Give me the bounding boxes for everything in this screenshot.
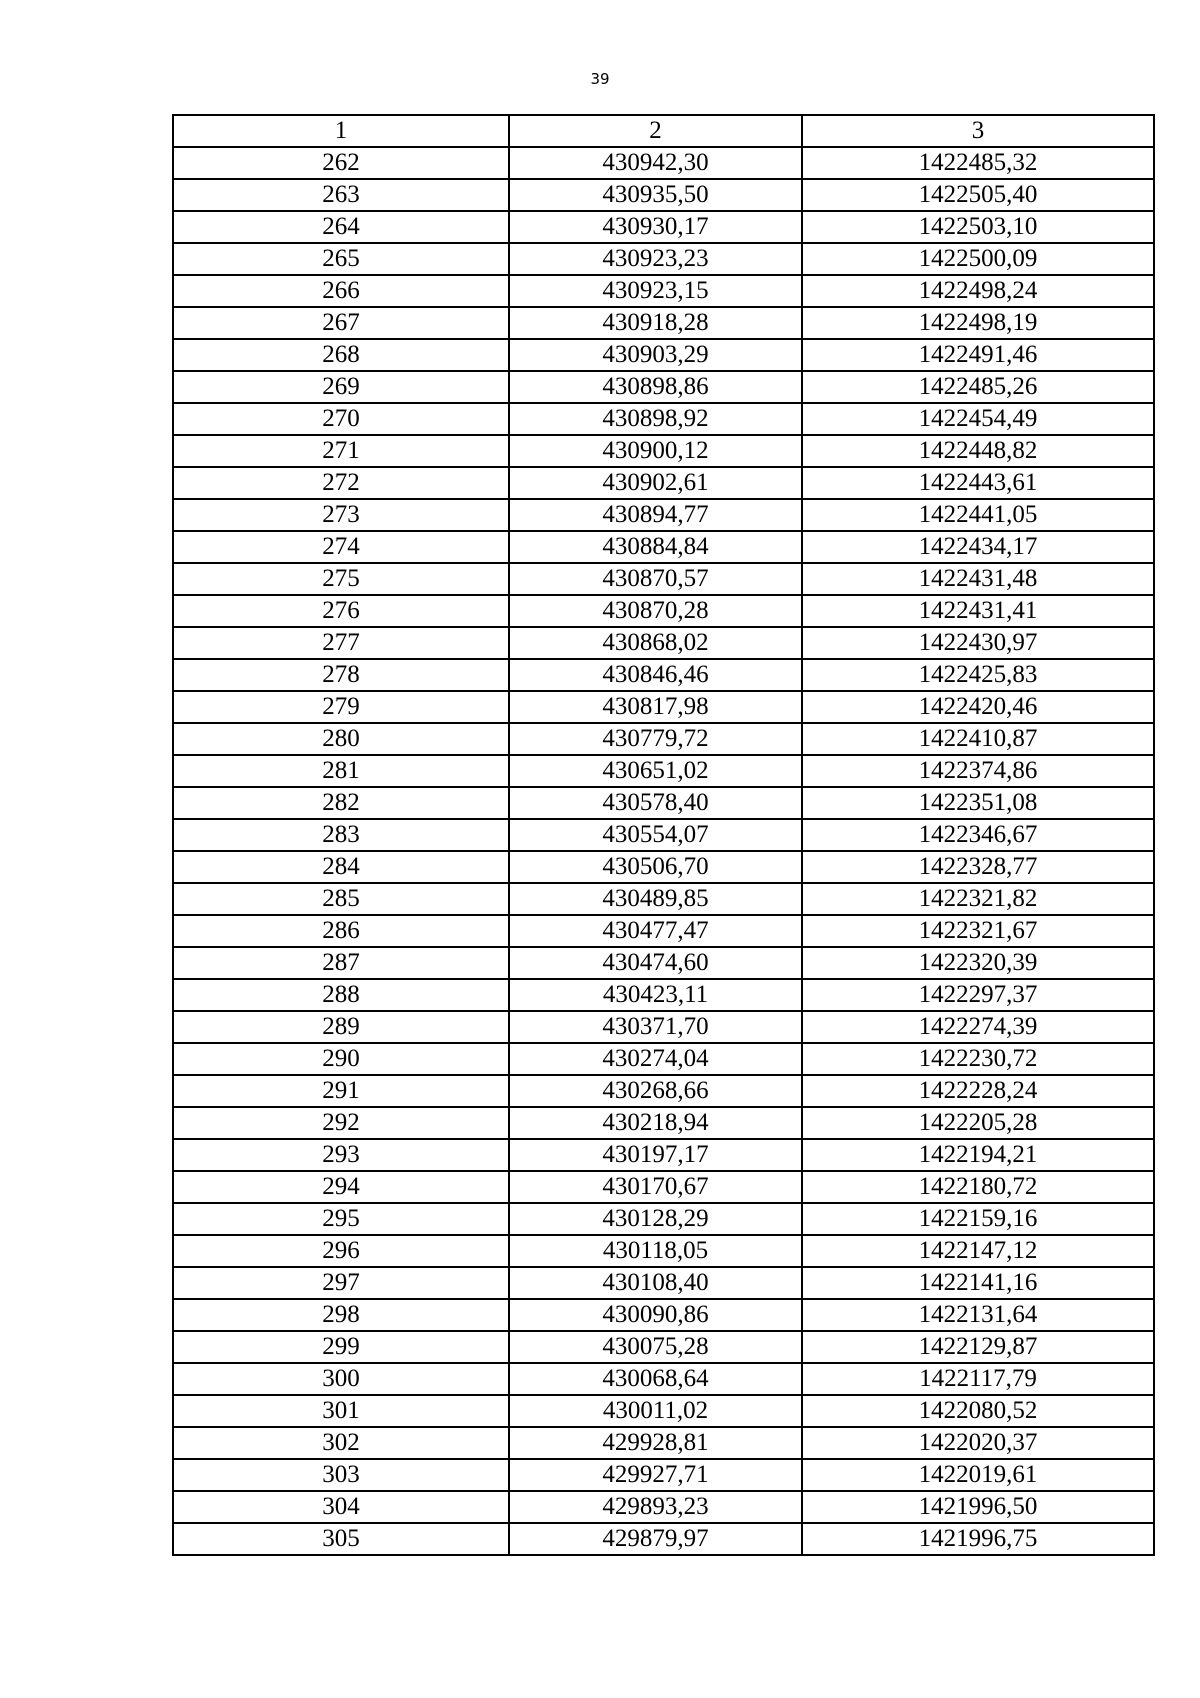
column-header: 1 xyxy=(173,115,509,147)
table-row xyxy=(173,1363,1154,1395)
table-row xyxy=(173,851,1154,883)
table-cell: 430477,47 xyxy=(509,915,802,947)
table-cell: 430868,02 xyxy=(509,627,802,659)
table-row xyxy=(173,1043,1154,1075)
table-body xyxy=(173,147,1154,1555)
table-cell: 430578,40 xyxy=(509,787,802,819)
table-cell: 1422443,61 xyxy=(802,467,1154,499)
table-row xyxy=(173,947,1154,979)
table-cell: 430651,02 xyxy=(509,755,802,787)
table-row xyxy=(173,179,1154,211)
table-row xyxy=(173,915,1154,947)
table-cell: 1422141,16 xyxy=(802,1267,1154,1299)
table-cell: 430918,28 xyxy=(509,307,802,339)
table-cell: 429893,23 xyxy=(509,1491,802,1523)
table-cell: 430506,70 xyxy=(509,851,802,883)
table-cell: 1422500,09 xyxy=(802,243,1154,275)
table-row xyxy=(173,691,1154,723)
table-cell: 430902,61 xyxy=(509,467,802,499)
table-cell: 1422129,87 xyxy=(802,1331,1154,1363)
table-cell: 274 xyxy=(173,531,509,563)
table-cell: 1422431,41 xyxy=(802,595,1154,627)
table-cell: 430900,12 xyxy=(509,435,802,467)
table-cell: 1422374,86 xyxy=(802,755,1154,787)
table-row xyxy=(173,499,1154,531)
table-cell: 1422431,48 xyxy=(802,563,1154,595)
table-cell: 288 xyxy=(173,979,509,1011)
table-cell: 1422351,08 xyxy=(802,787,1154,819)
table-row xyxy=(173,243,1154,275)
table-cell: 430870,57 xyxy=(509,563,802,595)
table-row xyxy=(173,1235,1154,1267)
table-cell: 282 xyxy=(173,787,509,819)
table-cell: 430268,66 xyxy=(509,1075,802,1107)
table-cell: 267 xyxy=(173,307,509,339)
table-row xyxy=(173,787,1154,819)
table-cell: 295 xyxy=(173,1203,509,1235)
table-cell: 429879,97 xyxy=(509,1523,802,1555)
table-header-row xyxy=(173,115,1154,147)
table-cell: 430884,84 xyxy=(509,531,802,563)
table-cell: 1422205,28 xyxy=(802,1107,1154,1139)
table-cell: 429927,71 xyxy=(509,1459,802,1491)
table-cell: 1421996,75 xyxy=(802,1523,1154,1555)
column-header: 2 xyxy=(509,115,802,147)
table-cell: 1422430,97 xyxy=(802,627,1154,659)
table-cell: 1422230,72 xyxy=(802,1043,1154,1075)
table-cell: 291 xyxy=(173,1075,509,1107)
table-cell: 430923,23 xyxy=(509,243,802,275)
table-cell: 303 xyxy=(173,1459,509,1491)
table-cell: 283 xyxy=(173,819,509,851)
table-cell: 430075,28 xyxy=(509,1331,802,1363)
table-cell: 430423,11 xyxy=(509,979,802,1011)
table-cell: 270 xyxy=(173,403,509,435)
column-header: 3 xyxy=(802,115,1154,147)
table-cell: 1422346,67 xyxy=(802,819,1154,851)
table-row xyxy=(173,1011,1154,1043)
table-cell: 1422321,67 xyxy=(802,915,1154,947)
table-cell: 284 xyxy=(173,851,509,883)
table-row xyxy=(173,1523,1154,1555)
table-cell: 285 xyxy=(173,883,509,915)
table-cell: 287 xyxy=(173,947,509,979)
table-row xyxy=(173,211,1154,243)
table-cell: 1422147,12 xyxy=(802,1235,1154,1267)
table-cell: 300 xyxy=(173,1363,509,1395)
table-row xyxy=(173,1331,1154,1363)
coordinates-table xyxy=(172,114,1155,1556)
table-cell: 1422503,10 xyxy=(802,211,1154,243)
table-cell: 276 xyxy=(173,595,509,627)
table-cell: 1422320,39 xyxy=(802,947,1154,979)
table-cell: 429928,81 xyxy=(509,1427,802,1459)
table-cell: 278 xyxy=(173,659,509,691)
table-cell: 1422485,26 xyxy=(802,371,1154,403)
table-cell: 262 xyxy=(173,147,509,179)
table-cell: 430923,15 xyxy=(509,275,802,307)
table-cell: 277 xyxy=(173,627,509,659)
table-cell: 430942,30 xyxy=(509,147,802,179)
table-cell: 1422274,39 xyxy=(802,1011,1154,1043)
table-cell: 281 xyxy=(173,755,509,787)
table-row xyxy=(173,627,1154,659)
table-cell: 430090,86 xyxy=(509,1299,802,1331)
table-cell: 430068,64 xyxy=(509,1363,802,1395)
table-cell: 1422228,24 xyxy=(802,1075,1154,1107)
table-cell: 1422491,46 xyxy=(802,339,1154,371)
table-cell: 1422410,87 xyxy=(802,723,1154,755)
table-cell: 298 xyxy=(173,1299,509,1331)
page-number: 39 xyxy=(590,70,610,88)
table-row xyxy=(173,1395,1154,1427)
table-cell: 290 xyxy=(173,1043,509,1075)
table-cell: 430170,67 xyxy=(509,1171,802,1203)
table-row xyxy=(173,371,1154,403)
table-cell: 430118,05 xyxy=(509,1235,802,1267)
table-cell: 430128,29 xyxy=(509,1203,802,1235)
table-cell: 264 xyxy=(173,211,509,243)
table-cell: 430474,60 xyxy=(509,947,802,979)
table-cell: 1422180,72 xyxy=(802,1171,1154,1203)
table-row xyxy=(173,659,1154,691)
table-cell: 1421996,50 xyxy=(802,1491,1154,1523)
table-cell: 1422498,19 xyxy=(802,307,1154,339)
table-cell: 1422505,40 xyxy=(802,179,1154,211)
table-cell: 268 xyxy=(173,339,509,371)
table-cell: 1422328,77 xyxy=(802,851,1154,883)
table-row xyxy=(173,147,1154,179)
table-cell: 294 xyxy=(173,1171,509,1203)
table-row xyxy=(173,595,1154,627)
table-row xyxy=(173,1459,1154,1491)
table-cell: 1422194,21 xyxy=(802,1139,1154,1171)
table-cell: 1422117,79 xyxy=(802,1363,1154,1395)
table-cell: 430898,92 xyxy=(509,403,802,435)
table-cell: 430371,70 xyxy=(509,1011,802,1043)
table-row xyxy=(173,723,1154,755)
table-cell: 430779,72 xyxy=(509,723,802,755)
table-cell: 297 xyxy=(173,1267,509,1299)
table-cell: 430930,17 xyxy=(509,211,802,243)
table-cell: 1422080,52 xyxy=(802,1395,1154,1427)
table-row xyxy=(173,531,1154,563)
table-cell: 430898,86 xyxy=(509,371,802,403)
table-row xyxy=(173,563,1154,595)
table-cell: 1422485,32 xyxy=(802,147,1154,179)
table-cell: 263 xyxy=(173,179,509,211)
table-cell: 430817,98 xyxy=(509,691,802,723)
table-row xyxy=(173,819,1154,851)
table-row xyxy=(173,467,1154,499)
table-row xyxy=(173,339,1154,371)
table-cell: 1422020,37 xyxy=(802,1427,1154,1459)
table-cell: 430011,02 xyxy=(509,1395,802,1427)
table-cell: 280 xyxy=(173,723,509,755)
table-cell: 296 xyxy=(173,1235,509,1267)
table-row xyxy=(173,1427,1154,1459)
table-row xyxy=(173,435,1154,467)
table-cell: 271 xyxy=(173,435,509,467)
table-cell: 430108,40 xyxy=(509,1267,802,1299)
table-cell: 430218,94 xyxy=(509,1107,802,1139)
table-cell: 430554,07 xyxy=(509,819,802,851)
table-cell: 1422448,82 xyxy=(802,435,1154,467)
table-cell: 293 xyxy=(173,1139,509,1171)
table-row xyxy=(173,1299,1154,1331)
table-cell: 430489,85 xyxy=(509,883,802,915)
table-row xyxy=(173,1075,1154,1107)
table-cell: 302 xyxy=(173,1427,509,1459)
table-cell: 1422019,61 xyxy=(802,1459,1154,1491)
table-cell: 275 xyxy=(173,563,509,595)
table-cell: 1422297,37 xyxy=(802,979,1154,1011)
table-cell: 266 xyxy=(173,275,509,307)
table-row xyxy=(173,275,1154,307)
table-cell: 269 xyxy=(173,371,509,403)
table-cell: 1422441,05 xyxy=(802,499,1154,531)
table-row xyxy=(173,755,1154,787)
table-row xyxy=(173,979,1154,1011)
table-cell: 301 xyxy=(173,1395,509,1427)
table-cell: 1422420,46 xyxy=(802,691,1154,723)
table-cell: 1422131,64 xyxy=(802,1299,1154,1331)
table-row xyxy=(173,883,1154,915)
table-cell: 1422454,49 xyxy=(802,403,1154,435)
table-cell: 430846,46 xyxy=(509,659,802,691)
table-row xyxy=(173,1203,1154,1235)
table-row xyxy=(173,403,1154,435)
table-cell: 272 xyxy=(173,467,509,499)
table-row xyxy=(173,307,1154,339)
table-cell: 265 xyxy=(173,243,509,275)
table-cell: 1422321,82 xyxy=(802,883,1154,915)
table-cell: 430903,29 xyxy=(509,339,802,371)
table-cell: 430894,77 xyxy=(509,499,802,531)
table-cell: 430870,28 xyxy=(509,595,802,627)
table-cell: 279 xyxy=(173,691,509,723)
table-cell: 430935,50 xyxy=(509,179,802,211)
table-row xyxy=(173,1171,1154,1203)
table-cell: 1422425,83 xyxy=(802,659,1154,691)
table-row xyxy=(173,1139,1154,1171)
table-row xyxy=(173,1491,1154,1523)
table-cell: 1422434,17 xyxy=(802,531,1154,563)
table-cell: 430197,17 xyxy=(509,1139,802,1171)
table-cell: 286 xyxy=(173,915,509,947)
table-row xyxy=(173,1267,1154,1299)
table-row xyxy=(173,1107,1154,1139)
table-cell: 305 xyxy=(173,1523,509,1555)
table-cell: 299 xyxy=(173,1331,509,1363)
table-cell: 289 xyxy=(173,1011,509,1043)
table-cell: 304 xyxy=(173,1491,509,1523)
table-cell: 292 xyxy=(173,1107,509,1139)
table-cell: 1422498,24 xyxy=(802,275,1154,307)
table-cell: 273 xyxy=(173,499,509,531)
table-cell: 1422159,16 xyxy=(802,1203,1154,1235)
table-cell: 430274,04 xyxy=(509,1043,802,1075)
